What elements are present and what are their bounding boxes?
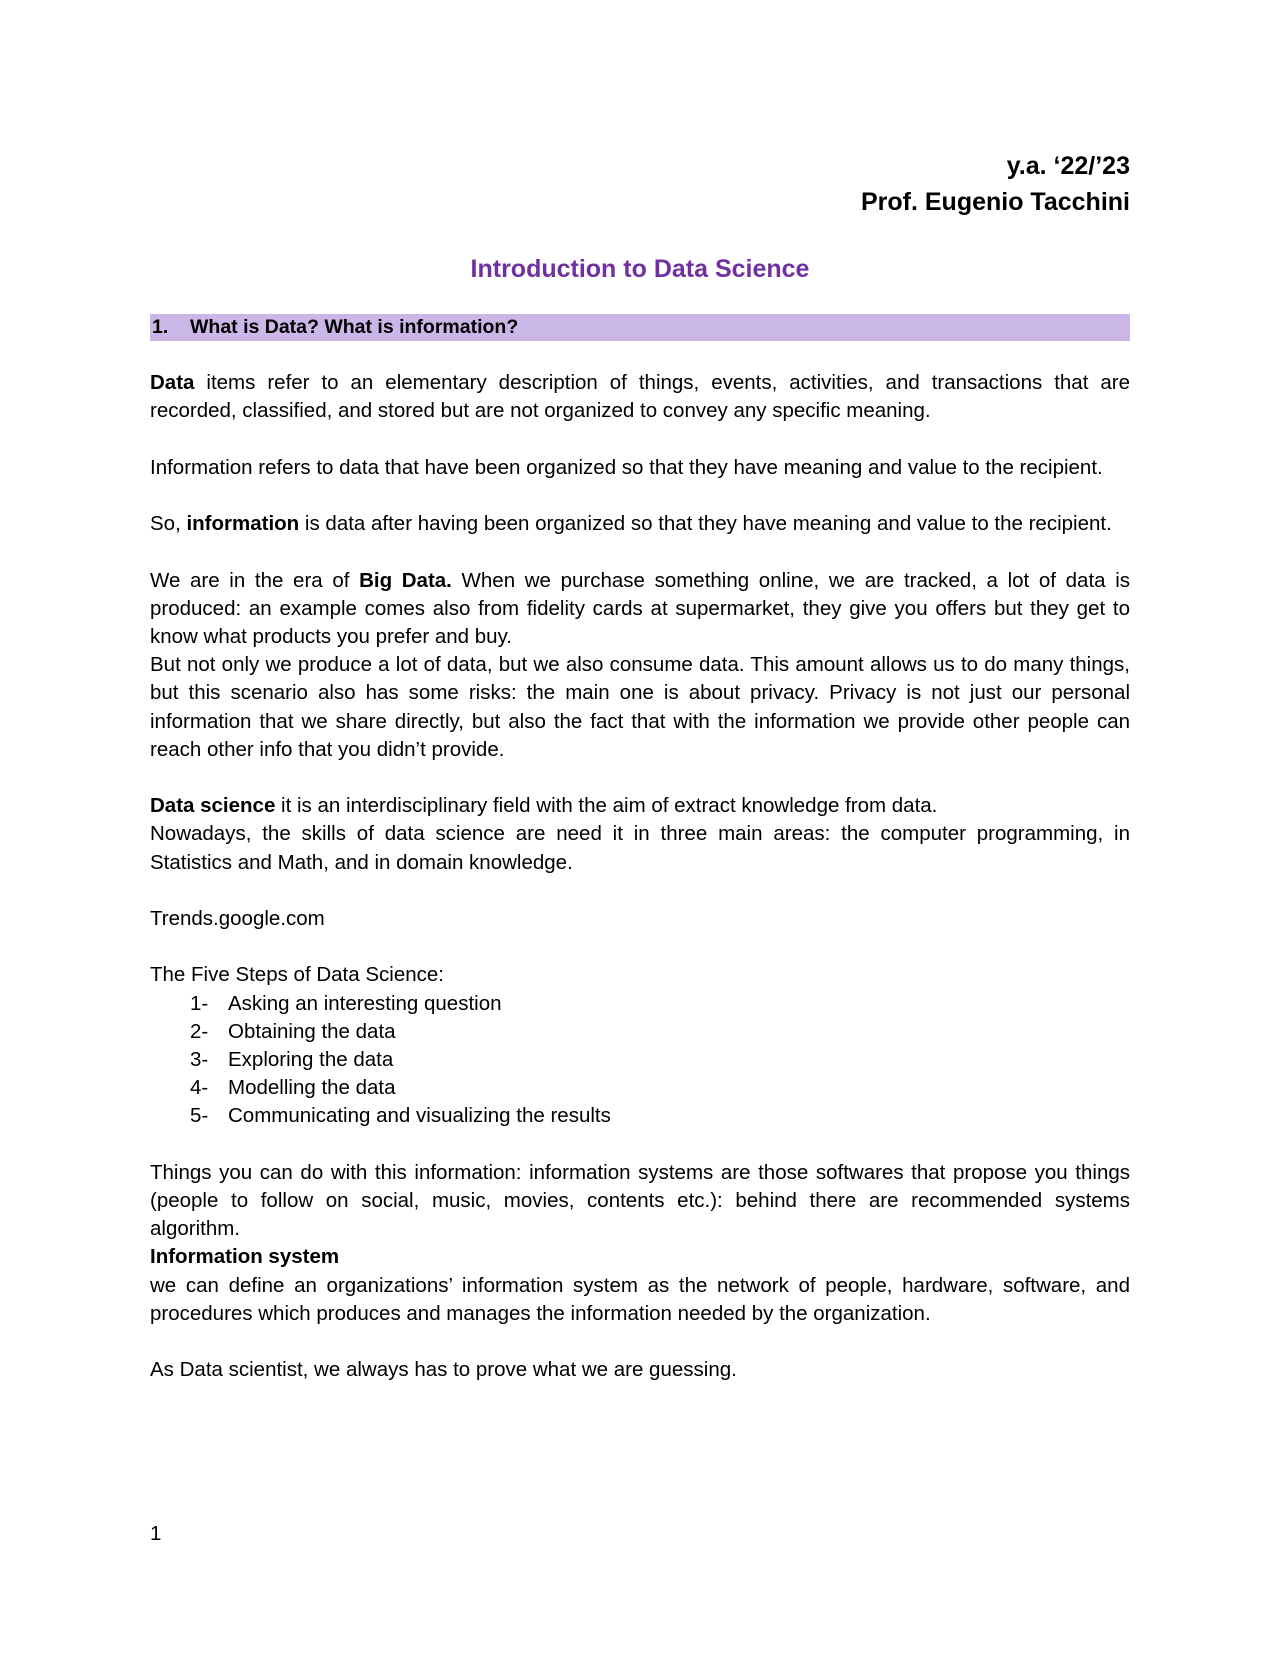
term-data-science: Data science: [150, 794, 276, 818]
step-number: 3-: [190, 1047, 209, 1071]
section-title: What is Data? What is information?: [190, 316, 519, 338]
information-system-heading: [150, 1243, 1130, 1271]
step-number: 4-: [190, 1076, 209, 1100]
step-number: 2-: [190, 1019, 209, 1043]
paragraph-guessing: As Data scientist, we always has to prove what we are guessing.: [150, 1358, 737, 1382]
steps-intro: The Five Steps of Data Science:: [150, 963, 444, 987]
step-number: 1-: [190, 991, 209, 1015]
list-item: [190, 1018, 1130, 1046]
paragraph-so-information: [150, 510, 1130, 538]
paragraph-consume-data: But not only we produce a lot of data, but we also consume data. This amount allows us to do many things, but this scenario also has some risks: the main one is about privacy. Privacy is not just our personal information that we share directly, but also the fact that with the information we provide other people can reach other info that you didn’t provide.: [150, 653, 1130, 761]
step-text: Asking an interesting question: [228, 991, 502, 1015]
so-rest: is data after having been organized so that they have meaning and value to the recipient.: [299, 512, 1112, 536]
steps-list: [150, 990, 1130, 1131]
term-data: Data: [150, 371, 195, 395]
bigdata-prefix: We are in the era of: [150, 568, 360, 592]
list-item: [190, 990, 1130, 1018]
paragraph-is-definition: we can define an organizations’ information system as the network of people, hardware, software, and procedures which produces and manages the information needed by the organization.: [150, 1273, 1130, 1325]
paragraph-information: Information refers to data that have been organized so that they have meaning and value to the recipient.: [150, 455, 1103, 479]
paragraph-data-science: [150, 792, 1130, 820]
step-text: Modelling the data: [228, 1076, 396, 1100]
bigdata-rest: When we purchase something online, we are tracked, a lot of data is produced: an example comes also from fidelity cards at supermarket, they give you offers but they get to know what products you prefer and buy.: [150, 568, 1130, 648]
trends-link-text: Trends.google.com: [150, 906, 325, 930]
page-number: 1: [150, 1522, 162, 1545]
academic-year: y.a. ‘22/’23: [1006, 152, 1130, 180]
document-page: [150, 148, 1130, 1384]
list-item: [190, 1102, 1130, 1130]
step-text: Exploring the data: [228, 1047, 394, 1071]
paragraph-data: [150, 369, 1130, 425]
list-item: [190, 1074, 1130, 1102]
paragraph-data-text: items refer to an elementary description of things, events, activities, and transactions that are recorded, classified, and stored but are not organized to convey any specific meaning.: [150, 371, 1130, 423]
ds-rest: it is an interdisciplinary field with the aim of extract knowledge from data.: [275, 794, 938, 818]
step-text: Communicating and visualizing the results: [228, 1104, 611, 1128]
so-prefix: So,: [150, 512, 187, 536]
term-information-system: Information system: [150, 1245, 340, 1269]
step-text: Obtaining the data: [228, 1019, 396, 1043]
professor-name: Prof. Eugenio Tacchini: [860, 188, 1130, 216]
section-heading: [150, 314, 1130, 341]
step-number: 5-: [190, 1104, 209, 1128]
list-item: [190, 1046, 1130, 1074]
term-information: information: [186, 512, 300, 536]
term-big-data: Big Data.: [359, 568, 452, 592]
header-block: [150, 148, 1130, 220]
paragraph-things: Things you can do with this information: information systems are those softwares that propose you things (people to follow on social, music, movies, contents etc.): behind there are recommended systems algorithm.: [150, 1160, 1130, 1241]
paragraph-skills: Nowadays, the skills of data science are need it in three main areas: the computer programming, in Statistics and Math, and in domain knowledge.: [150, 822, 1130, 874]
section-number: 1.: [152, 316, 169, 338]
paragraph-big-data: [150, 567, 1130, 652]
document-title: Introduction to Data Science: [470, 255, 810, 283]
